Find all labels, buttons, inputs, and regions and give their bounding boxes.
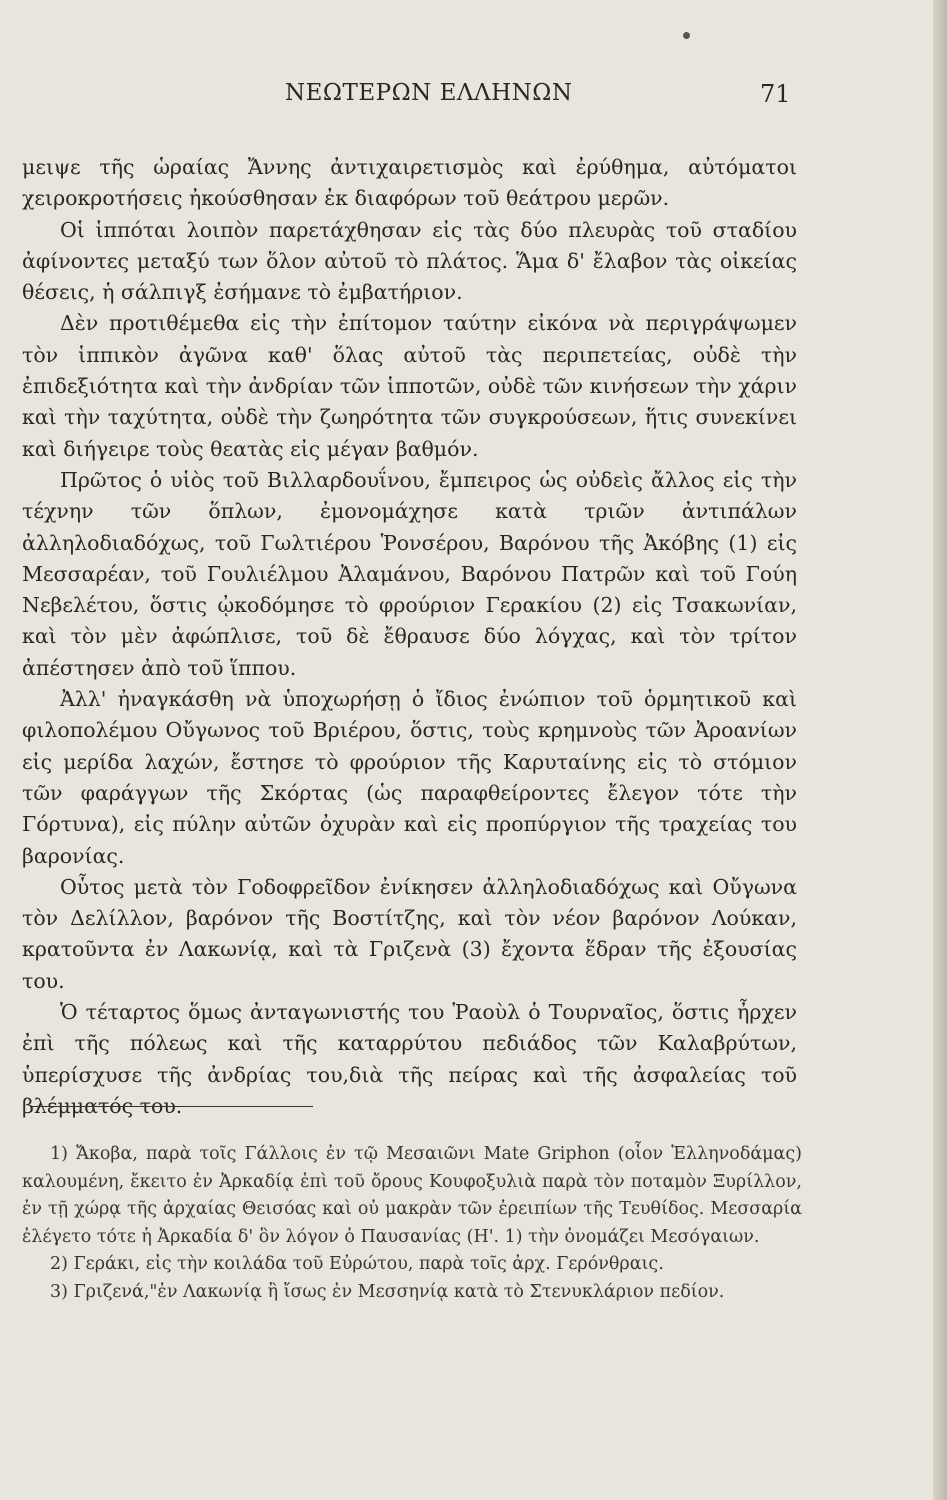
main-text (22, 152, 797, 1122)
footnotes (22, 1141, 802, 1306)
footnote-3: 3) Γριζενά,"ἐν Λακωνίᾳ ἢ ἴσως ἐν Μεσσηνίᾳ κατὰ τὸ Στενυκλάριον πεδίον. (50, 1281, 725, 1302)
page-header (0, 80, 947, 120)
paragraph-5: Ἀλλ' ἠναγκάσθη νὰ ὑποχωρήσῃ ὁ ἴδιος ἐνώπιον τοῦ ὁρμητικοῦ καὶ φιλοπολέμου Οὔγωνος τοῦ Βριέρου, ὅστις, τοὺς κρημνοὺς τῶν Ἀροανίων εἰς μερίδα λαχών, ἔστησε τὸ φρούριον τῆς Καρυταίνης εἰς τὸ στόμιον τῶν φαράγγων τῆς Σκόρτας (ὡς παραφθείροντες ἔλεγον τότε τὴν Γόρτυνα), εἰς πύλην αὐτῶν ὀχυρὰν καὶ εἰς προπύργιον τῆς τραχείας του βαρονίας. (22, 687, 797, 868)
paragraph-3: Δὲν προτιθέμεθα εἰς τὴν ἐπίτομον ταύτην εἰκόνα νὰ περιγράψωμεν τὸν ἱππικὸν ἀγῶνα καθ' ὅλας αὐτοῦ τὰς περιπετείας, οὐδὲ τὴν ἐπιδεξιότητα καὶ τὴν ἀνδρίαν τῶν ἱπποτῶν, οὐδὲ τῶν κινήσεων τὴν χάριν καὶ τὴν ταχύτητα, οὐδὲ τὴν ζωηρότητα τῶν συγκρούσεων, ἥτις συνεκίνει καὶ διήγειρε τοὺς θεατὰς εἰς μέγαν βαθμόν. (22, 311, 797, 461)
page-edge (933, 0, 947, 1500)
paragraph-7: Ὁ τέταρτος ὅμως ἀνταγωνιστής του Ῥαοὺλ ὁ Τουρναῖος, ὅστις ἦρχεν ἐπὶ τῆς πόλεως καὶ τῆς καταρρύτου πεδιάδος τῶν Καλαβρύτων, ὑπερίσχυσε τῆς ἀνδρίας του,διὰ τῆς πείρας καὶ τῆς ἀσφαλείας τοῦ βλέμματός του. (22, 1000, 797, 1118)
footnote-2: 2) Γεράκι, εἰς τὴν κοιλάδα τοῦ Εὐρώτου, παρὰ τοῖς ἀρχ. Γερόνθραις. (50, 1254, 664, 1274)
paragraph-6: Οὗτος μετὰ τὸν Γοδοφρεῖδον ἐνίκησεν ἀλληλοδιαδόχως καὶ Οὔγωνα τὸν Δελίλλον, βαρόνον τῆς Βοστίτζης, καὶ τὸν νέον βαρόνον Λούκαν, κρατοῦντα ἐν Λακωνίᾳ, καὶ τὰ Γριζενὰ (3) ἔχοντα ἕδραν τῆς ἐξουσίας του. (22, 874, 797, 993)
page-number: 71 (760, 80, 791, 108)
paragraph-2: Οἱ ἱππόται λοιπὸν παρετάχθησαν εἰς τὰς δύο πλευρὰς τοῦ σταδίου ἀφίνοντες μεταξύ των ὅλον αὐτοῦ τὸ πλάτος. Ἅμα δ' ἔλαβον τὰς οἰκείας θέσεις, ἡ σάλπιγξ ἐσήμανε τὸ ἐμβατήριον. (22, 217, 797, 305)
footnote-separator (30, 1106, 313, 1107)
paragraph-4: Πρῶτος ὁ υἱὸς τοῦ Βιλλαρδουΐνου, ἔμπειρος ὡς οὐδεὶς ἄλλος εἰς τὴν τέχνην τῶν ὅπλων, ἐμονομάχησε κατὰ τριῶν ἀντιπάλων ἀλληλοδιαδόχως, τοῦ Γωλτιέρου Ῥονσέρου, Βαρόνου τῆς Ἀκόβης (1) εἰς Μεσσαρέαν, τοῦ Γουλιέλμου Ἀλαμάνου, Βαρόνου Πατρῶν καὶ τοῦ Γούη Νεβελέτου, ὅστις ᾠκοδόμησε τὸ φρούριον Γερακίου (2) εἰς Τσακωνίαν, καὶ τὸν μὲν ἀφώπλισε, τοῦ δὲ ἔθραυσε δύο λόγχας, καὶ τὸν τρίτον ἀπέστησεν ἀπὸ τοῦ ἵππου. (22, 467, 797, 680)
running-title: ΝΕΩΤΕΡΩΝ ΕΛΛΗΝΩΝ (285, 80, 573, 106)
ink-dot (683, 32, 690, 39)
footnote-1: 1) Ἄκοβα, παρὰ τοῖς Γάλλοις ἐν τῷ Μεσαιῶνι Mate Griphon (οἷον Ἑλληνοδάμας) καλουμένη, ἔκειτο ἐν Ἀρκαδίᾳ ἐπὶ τοῦ ὄρους Κουφοξυλιὰ παρὰ τὸν ποταμὸν Ξυρίλλον, ἐν τῇ χώρᾳ τῆς ἀρχαίας Θεισόας καὶ οὐ μακρὰν τῶν ἐρειπίων τῆς Τευθίδος. Μεσσαρία ἐλέγετο τότε ἡ Ἀρκαδία δ' ὃν λόγον ὁ Παυσανίας (Η'. 1) τὴν ὀνομάζει Μεσόγαιων. (22, 1144, 802, 1247)
paragraph-1: μειψε τῆς ὡραίας Ἄννης ἀντιχαιρετισμὸς καὶ ἐρύθημα, αὐτόματοι χειροκροτήσεις ἠκούσθησαν ἐκ διαφόρων τοῦ θεάτρου μερῶν. (22, 155, 797, 211)
